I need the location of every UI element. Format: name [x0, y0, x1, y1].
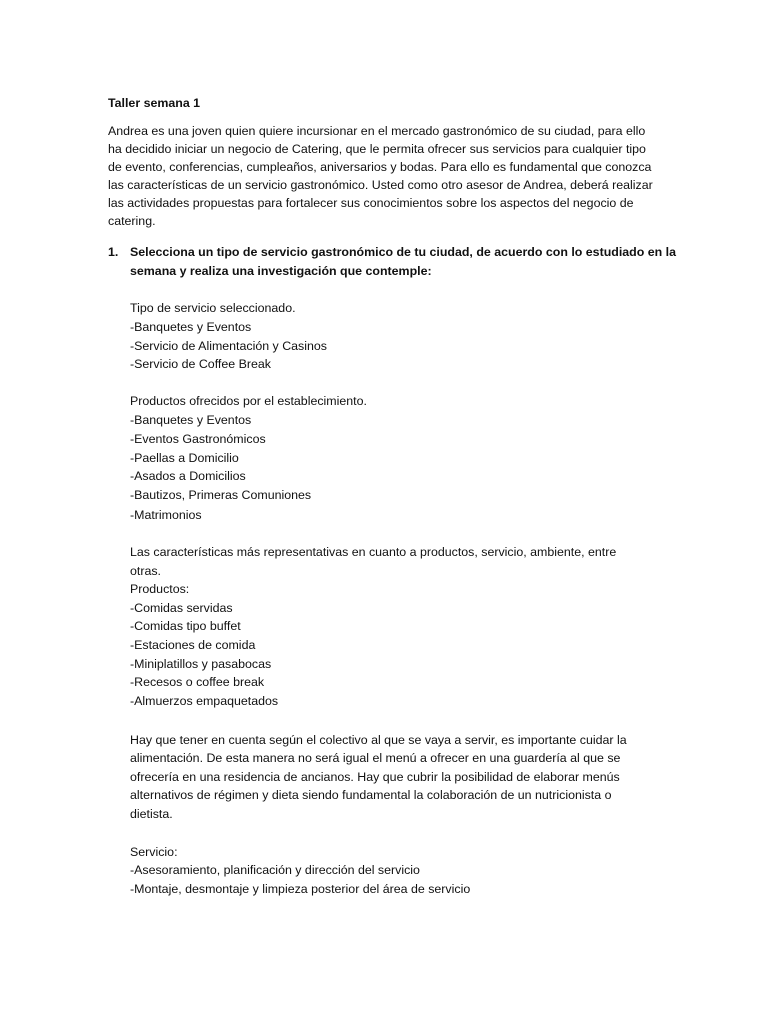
products-offered-item: -Paellas a Domicilio [130, 451, 239, 465]
products-offered-item: -Bautizos, Primeras Comuniones [130, 488, 312, 502]
intro-line: las características de un servicio gastronómico. Usted como otro asesor de Andrea, deberá realizar [108, 178, 653, 192]
products-offered-item: -Banquetes y Eventos [130, 413, 252, 427]
characteristics-heading-line: otras. [130, 564, 161, 578]
products-offered-item: -Matrimonios [130, 508, 202, 522]
service-type-item: -Servicio de Alimentación y Casinos [130, 339, 327, 353]
service-item: -Asesoramiento, planificación y dirección del servicio [130, 863, 420, 877]
question-line: semana y realiza una investigación que contemple: [130, 264, 432, 278]
paragraph-line: dietista. [130, 807, 173, 821]
service-label: Servicio: [130, 845, 178, 859]
products-offered-item: -Asados a Domicilios [130, 469, 246, 483]
service-type-heading: Tipo de servicio seleccionado. [130, 301, 296, 315]
products-item: -Comidas tipo buffet [130, 619, 241, 633]
paragraph-line: Hay que tener en cuenta según el colectivo al que se vaya a servir, es importante cuidar la [130, 733, 627, 747]
question-number: 1. [108, 245, 119, 259]
products-item: -Almuerzos empaquetados [130, 694, 279, 708]
characteristics-heading-line: Las características más representativas en cuanto a productos, servicio, ambiente, entre [130, 545, 617, 559]
service-item: -Montaje, desmontaje y limpieza posterior del área de servicio [130, 882, 471, 896]
intro-line: las actividades propuestas para fortalecer sus conocimientos sobre los aspectos del negocio de [108, 196, 634, 210]
service-type-item: -Servicio de Coffee Break [130, 357, 271, 371]
intro-line: catering. [108, 214, 156, 228]
products-item: -Comidas servidas [130, 601, 233, 615]
products-label: Productos: [130, 582, 190, 596]
paragraph-line: alimentación. De esta manera no será igual el menú a ofrecer en una guardería al que se [130, 751, 621, 765]
question-line: Selecciona un tipo de servicio gastronómico de tu ciudad, de acuerdo con lo estudiado en la [130, 245, 676, 259]
paragraph-line: alternativos de régimen y dieta siendo fundamental la colaboración de un nutricionista o [130, 788, 612, 802]
intro-line: Andrea es una joven quien quiere incursionar en el mercado gastronómico de su ciudad, para ello [108, 124, 646, 138]
service-type-item: -Banquetes y Eventos [130, 320, 252, 334]
products-item: -Miniplatillos y pasabocas [130, 657, 272, 671]
products-item: -Estaciones de comida [130, 638, 256, 652]
intro-line: ha decidido iniciar un negocio de Catering, que le permita ofrecer sus servicios para cualquier tipo [108, 142, 646, 156]
products-offered-heading: Productos ofrecidos por el establecimiento. [130, 394, 367, 408]
products-item: -Recesos o coffee break [130, 675, 265, 689]
document-title: Taller semana 1 [108, 96, 201, 110]
products-offered-item: -Eventos Gastronómicos [130, 432, 266, 446]
intro-line: de evento, conferencias, cumpleaños, aniversarios y bodas. Para ello es fundamental que conozca [108, 160, 652, 174]
paragraph-line: ofrecería en una residencia de ancianos. Hay que cubrir la posibilidad de elaborar menús [130, 770, 620, 784]
